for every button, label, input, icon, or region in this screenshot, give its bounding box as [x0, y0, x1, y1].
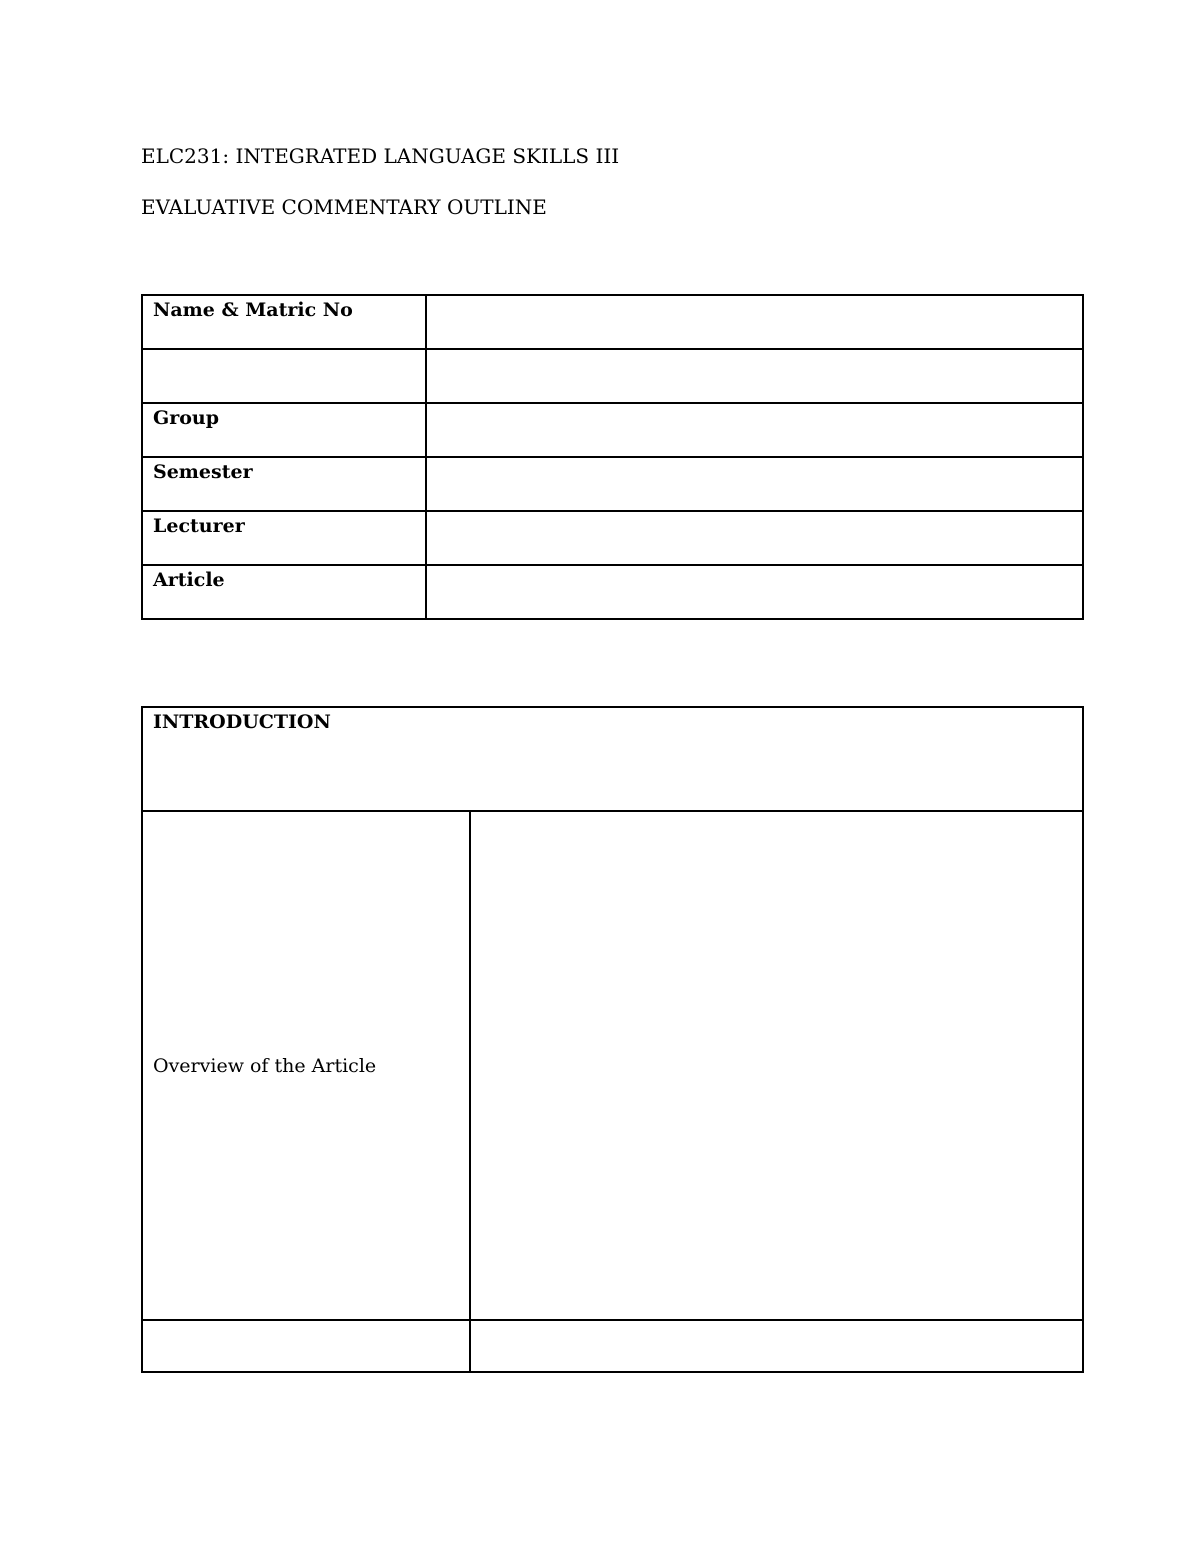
- article-label: Article: [142, 565, 426, 619]
- blank-label: [142, 349, 426, 403]
- group-field[interactable]: [426, 403, 1083, 457]
- overview-field[interactable]: [470, 811, 1083, 1320]
- table-row: [142, 565, 1083, 619]
- table-row: [142, 811, 1083, 1320]
- table-row: [142, 707, 1083, 811]
- table-row: [142, 295, 1083, 349]
- semester-label: Semester: [142, 457, 426, 511]
- table-row: [142, 511, 1083, 565]
- extra-field[interactable]: [470, 1320, 1083, 1372]
- outline-title: EVALUATIVE COMMENTARY OUTLINE: [141, 195, 547, 219]
- course-title: ELC231: INTEGRATED LANGUAGE SKILLS III: [141, 144, 620, 168]
- introduction-table: [141, 706, 1084, 1373]
- extra-label: [142, 1320, 470, 1372]
- semester-field[interactable]: [426, 457, 1083, 511]
- overview-label: Overview of the Article: [142, 811, 470, 1320]
- table-row: [142, 1320, 1083, 1372]
- lecturer-field[interactable]: [426, 511, 1083, 565]
- table-row: [142, 403, 1083, 457]
- table-row: [142, 457, 1083, 511]
- lecturer-label: Lecturer: [142, 511, 426, 565]
- blank-field[interactable]: [426, 349, 1083, 403]
- name-matric-label: Name & Matric No: [142, 295, 426, 349]
- name-matric-field[interactable]: [426, 295, 1083, 349]
- introduction-heading: INTRODUCTION: [142, 707, 1083, 811]
- group-label: Group: [142, 403, 426, 457]
- article-field[interactable]: [426, 565, 1083, 619]
- table-row: [142, 349, 1083, 403]
- student-info-table: [141, 294, 1084, 620]
